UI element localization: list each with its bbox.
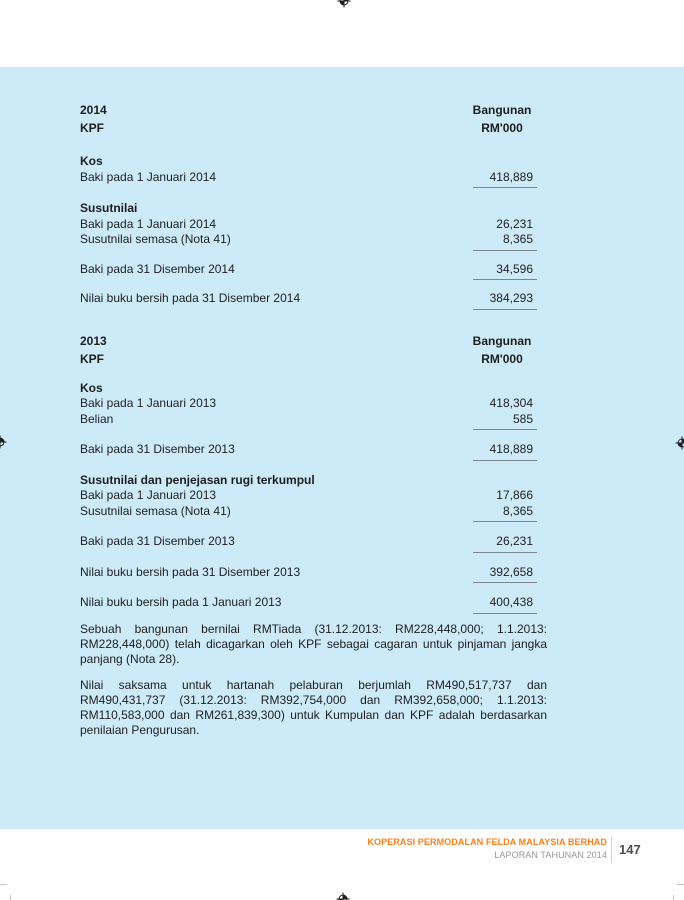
paragraph-line: panjang (Nota 28). (80, 651, 180, 666)
crop-mark (677, 884, 684, 885)
row-label: Nilai buku bersih pada 1 Januari 2013 (80, 595, 282, 609)
crop-mark (0, 884, 7, 885)
spacer (80, 310, 547, 332)
row-label: Baki pada 31 Disember 2013 (80, 534, 235, 548)
table-header (80, 332, 537, 368)
table-row (80, 217, 537, 233)
row-value: 26,231 (473, 534, 537, 553)
footer-divider (611, 837, 612, 863)
table-entity: KPF (80, 351, 104, 366)
row-value: 418,889 (473, 442, 537, 461)
footer-annual-report: LAPORAN TAHUNAN 2014 (494, 850, 607, 860)
row-label: Baki pada 1 Januari 2014 (80, 216, 217, 231)
row-value: 26,231 (496, 216, 533, 231)
paragraph-line: RM110,583,000 dan RM261,839,300) untuk Kumpulan dan KPF adalah berdasarkan (80, 707, 547, 722)
table-row (80, 396, 537, 412)
table-year: 2014 (80, 103, 107, 117)
row-label: Baki pada 1 Januari 2013 (80, 396, 217, 410)
table-row (80, 154, 537, 170)
row-label: Baki pada 31 Disember 2014 (80, 261, 235, 276)
table-header-right (467, 332, 537, 368)
table-header-left (80, 101, 107, 137)
paragraph-line: penilaian Pengurusan. (80, 722, 200, 737)
row-label: Nilai buku bersih pada 31 Disember 2013 (80, 564, 301, 579)
column-header: Bangunan (472, 103, 532, 117)
spacer (80, 280, 537, 291)
table-row (80, 595, 537, 614)
row-value: 8,365 (473, 232, 537, 251)
spacer (80, 522, 537, 534)
row-label: Susutnilai dan penjejasan rugi terkumpul (80, 472, 315, 487)
row-value: 8,365 (473, 504, 537, 523)
paragraph-line: RM228,448,000) telah dicagarkan oleh KPF sebagai cagaran untuk pinjaman jangka (80, 636, 547, 651)
row-value: 392,658 (473, 565, 537, 584)
spacer (80, 461, 537, 473)
table-entity: KPF (80, 121, 104, 135)
note-paragraph-pledge (80, 622, 547, 667)
page-content (80, 101, 547, 738)
table-row (80, 488, 537, 504)
row-label: Susutnilai (80, 201, 138, 215)
footer-organization: KOPERASI PERMODALAN FELDA MALAYSIA BERHAD (367, 837, 607, 847)
crop-mark (10, 895, 11, 900)
fixed-asset-table-2013 (80, 332, 537, 614)
note-paragraph-fair-value (80, 678, 547, 738)
row-label: Belian (80, 411, 114, 426)
row-label: Baki pada 1 Januari 2013 (80, 488, 217, 502)
spacer (80, 430, 537, 442)
table-row (80, 381, 537, 397)
row-label: Baki pada 31 Disember 2013 (80, 442, 235, 456)
table-row (80, 504, 537, 523)
row-value: 418,889 (473, 170, 537, 189)
table-header-right (467, 101, 537, 137)
spacer (80, 368, 537, 381)
spacer (80, 137, 537, 154)
fixed-asset-table-2014 (80, 101, 537, 310)
spacer (80, 188, 537, 201)
row-label: Susutnilai semasa (Nota 41) (80, 232, 231, 246)
paragraph-line: RM490,431,737 (31.12.2013: RM392,754,000 dan RM392,658,000; 1.1.2013: (80, 692, 547, 707)
spacer (80, 667, 547, 678)
table-row (80, 291, 537, 310)
crop-mark (673, 895, 674, 900)
column-header-unit: RM'000 (481, 121, 523, 135)
table-row (80, 565, 537, 584)
table-row (80, 170, 537, 189)
registration-mark-bottom-icon (336, 892, 350, 900)
row-label: Susutnilai semasa (Nota 41) (80, 503, 231, 518)
table-row (80, 262, 537, 281)
table-year: 2013 (80, 333, 107, 348)
row-label: Kos (80, 380, 103, 395)
table-row (80, 201, 537, 217)
row-value: 17,866 (496, 488, 533, 502)
column-header-unit: RM'000 (481, 351, 523, 366)
row-value: 400,438 (473, 595, 537, 614)
row-label: Nilai buku bersih pada 31 Disember 2014 (80, 291, 301, 305)
row-value: 418,304 (489, 396, 533, 410)
registration-mark-left-icon (0, 435, 7, 449)
table-row (80, 473, 537, 489)
table-row (80, 412, 537, 431)
table-header-left (80, 332, 107, 368)
spacer (80, 251, 537, 262)
column-header: Bangunan (472, 333, 532, 348)
paragraph-line: Sebuah bangunan bernilai RMTiada (31.12.2013: RM228,448,000; 1.1.2013: (80, 621, 547, 636)
registration-mark-top-icon (337, 0, 351, 8)
page-number: 147 (619, 842, 641, 857)
spacer (80, 583, 537, 595)
table-row (80, 534, 537, 553)
registration-mark-right-icon (675, 436, 684, 450)
table-row (80, 442, 537, 461)
row-value: 34,596 (473, 262, 537, 281)
row-value: 384,293 (473, 291, 537, 310)
spacer (80, 614, 547, 622)
row-label: Kos (80, 154, 103, 168)
spacer (80, 553, 537, 565)
row-value: 585 (473, 412, 537, 431)
paragraph-line: Nilai saksama untuk hartanah pelaburan berjumlah RM490,517,737 dan (80, 677, 547, 692)
table-header (80, 101, 537, 137)
row-label: Baki pada 1 Januari 2014 (80, 169, 217, 184)
table-row (80, 232, 537, 251)
